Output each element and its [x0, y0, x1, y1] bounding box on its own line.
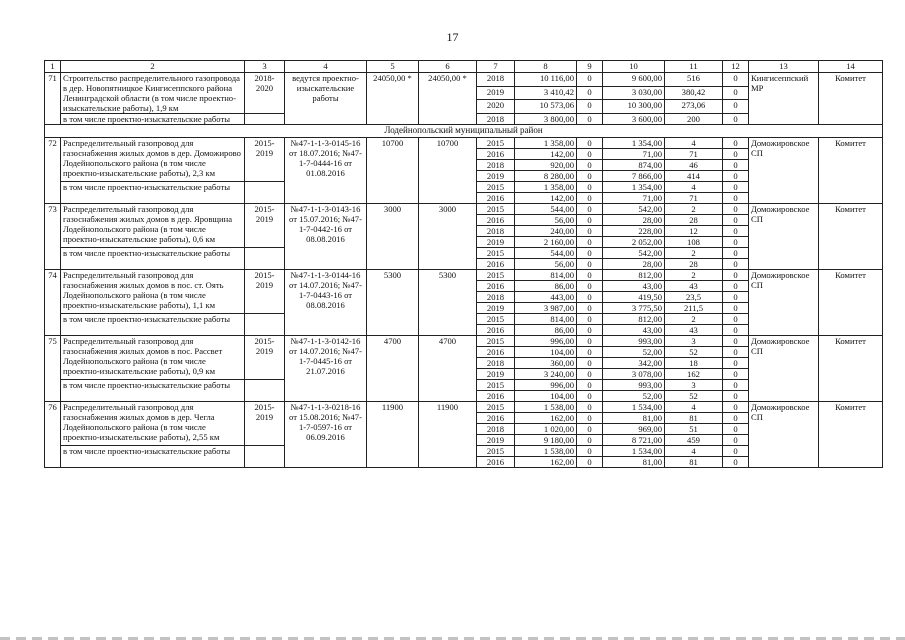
funding-cell: 2015	[477, 336, 515, 347]
funding-cell: 516	[665, 73, 723, 87]
funding-cell: 43,00	[603, 281, 665, 292]
funding-cell: 2015	[477, 248, 515, 259]
funding-cell: 0	[577, 215, 603, 226]
survey-works-label: в том числе проектно-изыскательские работы	[61, 248, 245, 270]
funding-cell: 0	[723, 347, 749, 358]
funding-cell: 3 987,00	[515, 303, 577, 314]
funding-cell: 52	[665, 391, 723, 402]
funding-cell: 28,00	[603, 259, 665, 270]
municipality: Доможировское СП	[749, 204, 819, 270]
survey-works-label: в том числе проектно-изыскательские работы	[61, 314, 245, 336]
funding-cell: 2	[665, 270, 723, 281]
funding-cell: 0	[577, 259, 603, 270]
expertise-document: №47-1-1-3-0142-16 от 14.07.2016; №47-1-7-0445-16 от 21.07.2016	[285, 336, 367, 402]
project-name: Распределительный газопровод для газоснабжения жилых домов в дер. Чегла Лодейнопольского района (в том числе проектно-изыскательские работы), 2,55 км	[61, 402, 245, 446]
funding-cell: 2016	[477, 193, 515, 204]
funding-cell: 2	[665, 314, 723, 325]
funding-cell: 0	[723, 215, 749, 226]
funding-cell: 2016	[477, 457, 515, 468]
funding-cell: 0	[577, 303, 603, 314]
row-number: 71	[45, 73, 61, 125]
funding-cell: 2015	[477, 182, 515, 193]
funding-cell: 2016	[477, 259, 515, 270]
funding-cell: 71,00	[603, 149, 665, 160]
empty-cell	[245, 380, 285, 402]
investment-program-table	[44, 60, 883, 468]
funding-cell: 228,00	[603, 226, 665, 237]
funding-cell: 0	[577, 73, 603, 87]
total-cost: 24050,00 *	[419, 73, 477, 125]
funding-cell: 2020	[477, 100, 515, 114]
funding-cell: 2016	[477, 149, 515, 160]
funding-cell: 812,00	[603, 270, 665, 281]
implementation-period: 2015-2019	[245, 270, 285, 314]
funding-cell: 18	[665, 358, 723, 369]
funding-cell: 43,00	[603, 325, 665, 336]
empty-cell	[245, 182, 285, 204]
implementation-period: 2018-2020	[245, 73, 285, 114]
funding-cell: 414	[665, 171, 723, 182]
estimated-cost: 4700	[367, 336, 419, 402]
funding-cell: 86,00	[515, 281, 577, 292]
funding-cell: 2 160,00	[515, 237, 577, 248]
funding-cell: 0	[577, 86, 603, 100]
expertise-document: №47-1-1-3-0145-16 от 18.07.2016; №47-1-7-0444-16 от 01.08.2016	[285, 138, 367, 204]
estimated-cost: 10700	[367, 138, 419, 204]
funding-cell: 0	[723, 204, 749, 215]
funding-cell: 0	[577, 138, 603, 149]
row-number: 75	[45, 336, 61, 402]
funding-cell: 9 600,00	[603, 73, 665, 87]
funding-cell: 2018	[477, 114, 515, 125]
funding-cell: 3 410,42	[515, 86, 577, 100]
funding-cell: 273,06	[665, 100, 723, 114]
funding-cell: 0	[577, 391, 603, 402]
survey-works-label: в том числе проектно-изыскательские работы	[61, 446, 245, 468]
funding-cell: 0	[577, 369, 603, 380]
funding-cell: 52,00	[603, 391, 665, 402]
funding-cell: 2019	[477, 435, 515, 446]
funding-cell: 0	[577, 413, 603, 424]
estimated-cost: 24050,00 *	[367, 73, 419, 125]
funding-cell: 81	[665, 413, 723, 424]
funding-cell: 211,5	[665, 303, 723, 314]
funding-cell: 0	[723, 114, 749, 125]
table-row	[45, 270, 883, 281]
survey-works-label: в том числе проектно-изыскательские работы	[61, 114, 245, 125]
column-header: 11	[665, 61, 723, 73]
funding-cell: 2016	[477, 391, 515, 402]
funding-cell: 10 300,00	[603, 100, 665, 114]
funding-cell: 162,00	[515, 413, 577, 424]
executor: Комитет	[819, 73, 883, 125]
implementation-period: 2015-2019	[245, 204, 285, 248]
funding-cell: 0	[723, 226, 749, 237]
funding-cell: 104,00	[515, 347, 577, 358]
funding-cell: 1 538,00	[515, 446, 577, 457]
funding-cell: 81,00	[603, 457, 665, 468]
funding-cell: 0	[723, 259, 749, 270]
funding-cell: 0	[723, 270, 749, 281]
project-name: Распределительный газопровод для газоснабжения жилых домов в пос. Рассвет Лодейнопольского района (в том числе проектно-изыскательские работы), 0,9 км	[61, 336, 245, 380]
row-number: 76	[45, 402, 61, 468]
funding-cell: 3	[665, 336, 723, 347]
funding-cell: 43	[665, 325, 723, 336]
funding-cell: 0	[577, 380, 603, 391]
executor: Комитет	[819, 204, 883, 270]
expertise-document: №47-1-1-3-0143-16 от 15.07.2016; №47-1-7-0442-16 от 08.08.2016	[285, 204, 367, 270]
funding-cell: 0	[577, 314, 603, 325]
funding-cell: 200	[665, 114, 723, 125]
column-header: 9	[577, 61, 603, 73]
funding-cell: 2019	[477, 303, 515, 314]
table-row	[45, 204, 883, 215]
funding-cell: 0	[723, 446, 749, 457]
funding-cell: 0	[723, 171, 749, 182]
column-header: 8	[515, 61, 577, 73]
funding-cell: 0	[723, 402, 749, 413]
funding-cell: 2016	[477, 281, 515, 292]
funding-cell: 814,00	[515, 314, 577, 325]
funding-cell: 812,00	[603, 314, 665, 325]
total-cost: 3000	[419, 204, 477, 270]
municipality: Кингисеппский МР	[749, 73, 819, 125]
column-header: 6	[419, 61, 477, 73]
funding-cell: 0	[723, 413, 749, 424]
column-header: 13	[749, 61, 819, 73]
funding-cell: 3	[665, 380, 723, 391]
column-header: 4	[285, 61, 367, 73]
funding-cell: 0	[577, 347, 603, 358]
funding-cell: 342,00	[603, 358, 665, 369]
funding-cell: 0	[577, 336, 603, 347]
table-row	[45, 138, 883, 149]
funding-cell: 0	[577, 402, 603, 413]
funding-cell: 0	[577, 424, 603, 435]
funding-cell: 1 534,00	[603, 446, 665, 457]
funding-cell: 3 800,00	[515, 114, 577, 125]
funding-cell: 2019	[477, 369, 515, 380]
funding-cell: 3 078,00	[603, 369, 665, 380]
column-header: 7	[477, 61, 515, 73]
funding-cell: 2018	[477, 424, 515, 435]
funding-cell: 2015	[477, 402, 515, 413]
column-header: 5	[367, 61, 419, 73]
column-header: 2	[61, 61, 245, 73]
funding-cell: 969,00	[603, 424, 665, 435]
funding-cell: 3 600,00	[603, 114, 665, 125]
funding-cell: 2015	[477, 204, 515, 215]
funding-cell: 2018	[477, 358, 515, 369]
funding-cell: 4	[665, 402, 723, 413]
section-title: Лодейнопольский муниципальный район	[45, 125, 883, 138]
funding-cell: 0	[577, 281, 603, 292]
funding-cell: 2018	[477, 73, 515, 87]
funding-cell: 81,00	[603, 413, 665, 424]
funding-cell: 8 721,00	[603, 435, 665, 446]
funding-cell: 419,50	[603, 292, 665, 303]
column-header: 12	[723, 61, 749, 73]
expertise-document: №47-1-1-3-0144-16 от 14.07.2016; №47-1-7-0443-16 от 08.08.2016	[285, 270, 367, 336]
funding-cell: 28	[665, 215, 723, 226]
municipality: Доможировское СП	[749, 138, 819, 204]
funding-cell: 0	[723, 73, 749, 87]
table-row	[45, 402, 883, 413]
funding-cell: 1 358,00	[515, 182, 577, 193]
funding-cell: 0	[723, 193, 749, 204]
table-body	[45, 61, 883, 468]
funding-cell: 874,00	[603, 160, 665, 171]
funding-cell: 993,00	[603, 336, 665, 347]
funding-cell: 0	[577, 171, 603, 182]
estimated-cost: 5300	[367, 270, 419, 336]
funding-cell: 0	[723, 380, 749, 391]
funding-cell: 360,00	[515, 358, 577, 369]
funding-cell: 0	[723, 336, 749, 347]
funding-cell: 71	[665, 193, 723, 204]
funding-cell: 2018	[477, 292, 515, 303]
funding-cell: 3 775,50	[603, 303, 665, 314]
funding-cell: 52,00	[603, 347, 665, 358]
page-number: 17	[446, 30, 459, 44]
project-name: Распределительный газопровод для газоснабжения жилых домов в дер. Доможирово Лодейнопольского района (в том числе проектно-изыскательские работы), 2,3 км	[61, 138, 245, 182]
executor: Комитет	[819, 270, 883, 336]
expertise-document: №47-1-1-3-0218-16 от 15.08.2016; №47-1-7-0597-16 от 06.09.2016	[285, 402, 367, 468]
column-header: 14	[819, 61, 883, 73]
funding-cell: 996,00	[515, 380, 577, 391]
funding-cell: 380,42	[665, 86, 723, 100]
implementation-period: 2015-2019	[245, 402, 285, 446]
funding-cell: 162,00	[515, 457, 577, 468]
funding-cell: 2015	[477, 446, 515, 457]
empty-cell	[245, 314, 285, 336]
funding-cell: 0	[723, 303, 749, 314]
row-number: 73	[45, 204, 61, 270]
funding-cell: 2018	[477, 160, 515, 171]
funding-cell: 12	[665, 226, 723, 237]
empty-cell	[245, 446, 285, 468]
funding-cell: 0	[723, 391, 749, 402]
funding-cell: 142,00	[515, 193, 577, 204]
funding-cell: 814,00	[515, 270, 577, 281]
column-header: 1	[45, 61, 61, 73]
funding-cell: 9 180,00	[515, 435, 577, 446]
funding-cell: 0	[577, 270, 603, 281]
column-header: 3	[245, 61, 285, 73]
funding-cell: 0	[723, 292, 749, 303]
funding-cell: 0	[723, 281, 749, 292]
funding-cell: 28	[665, 259, 723, 270]
funding-cell: 46	[665, 160, 723, 171]
funding-cell: 2019	[477, 171, 515, 182]
funding-cell: 0	[723, 369, 749, 380]
funding-cell: 459	[665, 435, 723, 446]
empty-cell	[245, 248, 285, 270]
funding-cell: 162	[665, 369, 723, 380]
funding-cell: 544,00	[515, 204, 577, 215]
funding-cell: 104,00	[515, 391, 577, 402]
funding-cell: 2	[665, 248, 723, 259]
funding-cell: 0	[577, 149, 603, 160]
funding-cell: 0	[577, 325, 603, 336]
estimated-cost: 11900	[367, 402, 419, 468]
municipality: Доможировское СП	[749, 270, 819, 336]
funding-cell: 1 354,00	[603, 182, 665, 193]
funding-cell: 920,00	[515, 160, 577, 171]
funding-cell: 2019	[477, 237, 515, 248]
funding-cell: 0	[723, 237, 749, 248]
executor: Комитет	[819, 336, 883, 402]
total-cost: 4700	[419, 336, 477, 402]
executor: Комитет	[819, 402, 883, 468]
funding-cell: 0	[577, 193, 603, 204]
funding-cell: 71,00	[603, 193, 665, 204]
funding-cell: 0	[723, 86, 749, 100]
funding-cell: 0	[577, 114, 603, 125]
funding-cell: 1 020,00	[515, 424, 577, 435]
funding-cell: 1 534,00	[603, 402, 665, 413]
funding-cell: 0	[577, 204, 603, 215]
funding-cell: 0	[577, 358, 603, 369]
funding-cell: 0	[723, 160, 749, 171]
funding-cell: 142,00	[515, 149, 577, 160]
executor: Комитет	[819, 138, 883, 204]
funding-cell: 2018	[477, 226, 515, 237]
survey-works-label: в том числе проектно-изыскательские работы	[61, 182, 245, 204]
funding-cell: 0	[577, 182, 603, 193]
funding-cell: 81	[665, 457, 723, 468]
funding-cell: 0	[723, 358, 749, 369]
funding-cell: 28,00	[603, 215, 665, 226]
funding-cell: 0	[577, 226, 603, 237]
empty-cell	[245, 114, 285, 125]
funding-cell: 0	[577, 248, 603, 259]
funding-cell: 86,00	[515, 325, 577, 336]
implementation-period: 2015-2019	[245, 336, 285, 380]
funding-cell: 0	[723, 457, 749, 468]
funding-cell: 2016	[477, 215, 515, 226]
project-name: Распределительный газопровод для газоснабжения жилых домов в пос. ст. Оять Лодейнопольского района (в том числе проектно-изыскательские работы), 1,1 км	[61, 270, 245, 314]
funding-cell: 2016	[477, 325, 515, 336]
funding-cell: 542,00	[603, 204, 665, 215]
section-row	[45, 125, 883, 138]
funding-cell: 993,00	[603, 380, 665, 391]
funding-cell: 8 280,00	[515, 171, 577, 182]
funding-cell: 0	[723, 325, 749, 336]
funding-cell: 0	[577, 160, 603, 171]
funding-cell: 0	[577, 100, 603, 114]
funding-cell: 996,00	[515, 336, 577, 347]
survey-works-label: в том числе проектно-изыскательские работы	[61, 380, 245, 402]
funding-cell: 4	[665, 446, 723, 457]
funding-cell: 0	[723, 149, 749, 160]
funding-cell: 2016	[477, 413, 515, 424]
column-header: 10	[603, 61, 665, 73]
funding-cell: 2015	[477, 380, 515, 391]
municipality: Доможировское СП	[749, 402, 819, 468]
funding-cell: 51	[665, 424, 723, 435]
funding-cell: 0	[577, 457, 603, 468]
table-row	[45, 336, 883, 347]
column-number-row	[45, 61, 883, 73]
funding-cell: 2	[665, 204, 723, 215]
funding-cell: 240,00	[515, 226, 577, 237]
funding-cell: 56,00	[515, 259, 577, 270]
funding-cell: 56,00	[515, 215, 577, 226]
project-name: Строительство распределительного газопровода в дер. Новопятницкое Кингисеппского района Ленинградской области (в том числе проектно-изыскательские работы), 1,9 км	[61, 73, 245, 114]
funding-cell: 52	[665, 347, 723, 358]
funding-cell: 10 573,06	[515, 100, 577, 114]
total-cost: 10700	[419, 138, 477, 204]
funding-cell: 2015	[477, 270, 515, 281]
funding-cell: 2015	[477, 138, 515, 149]
funding-cell: 10 116,00	[515, 73, 577, 87]
funding-cell: 7 866,00	[603, 171, 665, 182]
funding-cell: 2016	[477, 347, 515, 358]
funding-cell: 1 354,00	[603, 138, 665, 149]
project-name: Распределительный газопровод для газоснабжения жилых домов в дер. Яровщина Лодейнопольского района (в том числе проектно-изыскательские работы), 0,6 км	[61, 204, 245, 248]
estimated-cost: 3000	[367, 204, 419, 270]
funding-cell: 108	[665, 237, 723, 248]
funding-cell: 0	[723, 248, 749, 259]
funding-cell: 544,00	[515, 248, 577, 259]
municipality: Доможировское СП	[749, 336, 819, 402]
funding-cell: 0	[723, 100, 749, 114]
funding-cell: 1 538,00	[515, 402, 577, 413]
funding-cell: 3 240,00	[515, 369, 577, 380]
row-number: 72	[45, 138, 61, 204]
funding-cell: 443,00	[515, 292, 577, 303]
funding-cell: 71	[665, 149, 723, 160]
funding-cell: 0	[723, 138, 749, 149]
funding-cell: 0	[723, 314, 749, 325]
funding-cell: 4	[665, 182, 723, 193]
funding-cell: 542,00	[603, 248, 665, 259]
funding-cell: 0	[577, 446, 603, 457]
funding-cell: 0	[577, 237, 603, 248]
funding-cell: 2015	[477, 314, 515, 325]
funding-cell: 0	[723, 424, 749, 435]
row-number: 74	[45, 270, 61, 336]
funding-cell: 0	[577, 292, 603, 303]
funding-cell: 0	[577, 435, 603, 446]
funding-cell: 2 052,00	[603, 237, 665, 248]
funding-cell: 4	[665, 138, 723, 149]
total-cost: 5300	[419, 270, 477, 336]
expertise-document: ведутся проектно-изыскательские работы	[285, 73, 367, 125]
funding-cell: 3 030,00	[603, 86, 665, 100]
funding-cell: 1 358,00	[515, 138, 577, 149]
total-cost: 11900	[419, 402, 477, 468]
funding-cell: 43	[665, 281, 723, 292]
implementation-period: 2015-2019	[245, 138, 285, 182]
funding-cell: 0	[723, 182, 749, 193]
funding-cell: 2019	[477, 86, 515, 100]
funding-cell: 0	[723, 435, 749, 446]
table-row	[45, 73, 883, 87]
funding-cell: 23,5	[665, 292, 723, 303]
